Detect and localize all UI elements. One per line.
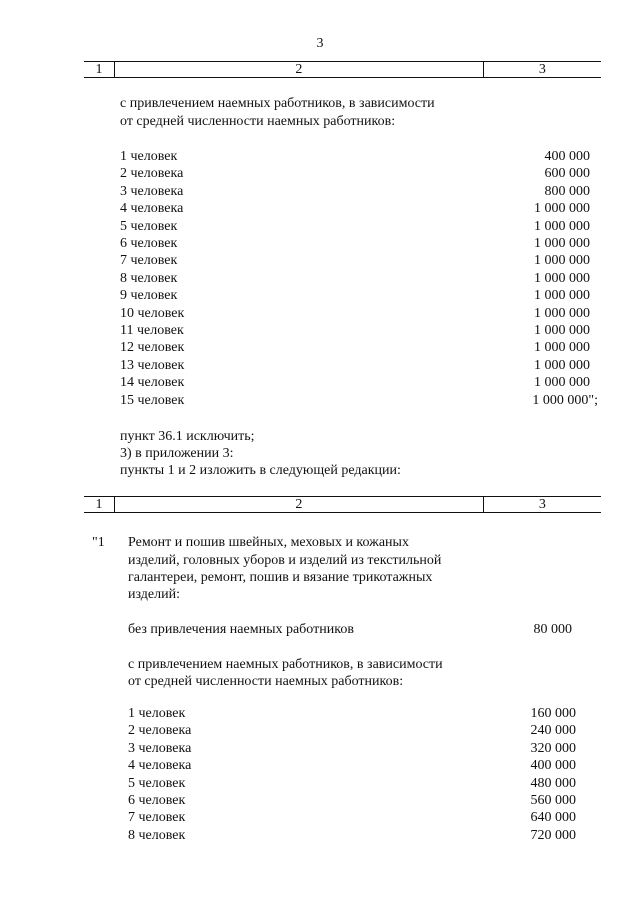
section1-intro-line2: от средней численности наемных работников: <box>120 114 396 129</box>
section1-row-label: 9 человек <box>120 288 178 304</box>
section2-row-value: 160 000 <box>530 706 576 721</box>
section1-row-value: 800 000 <box>544 183 590 199</box>
section1-row-value: 1 000 000 <box>534 288 590 304</box>
no-workers-value: 80 000 <box>533 622 572 637</box>
section1-row-value: 1 000 000 <box>534 340 590 356</box>
section1-row-label: 14 человек <box>120 375 185 391</box>
instruction-line2: 3) в приложении 3: <box>120 446 234 461</box>
section2-row-label: 4 человека <box>128 758 192 774</box>
section2-row-label: 3 человека <box>128 740 192 756</box>
table-header-top <box>84 61 601 78</box>
col-3-header: 3 <box>483 62 601 78</box>
table-header-bottom <box>84 496 601 513</box>
section2-row-value: 320 000 <box>530 740 576 756</box>
item-title-line3: галантереи, ремонт, пошив и вязание трикотажных <box>128 570 433 585</box>
col-3-header: 3 <box>483 497 601 513</box>
section1-intro-line1: с привлечением наемных работников, в зависимости <box>120 96 435 111</box>
item-title-line2: изделий, головных уборов и изделий из текстильной <box>128 553 442 568</box>
section1-row-label: 11 человек <box>120 323 184 338</box>
section1-row-value: 1 000 000 <box>534 375 590 391</box>
section2-intro-line1: с привлечением наемных работников, в зависимости <box>128 657 443 672</box>
section1-row-label: 7 человек <box>120 253 178 269</box>
section2-row-label: 1 человек <box>128 706 186 721</box>
section2-row-value: 480 000 <box>530 775 576 791</box>
section2-row-label: 8 человек <box>128 827 186 843</box>
section2-row-value: 720 000 <box>530 827 576 843</box>
section1-row-value: 600 000 <box>544 166 590 182</box>
section1-row-value: 1 000 000 <box>534 236 590 251</box>
col-1-header: 1 <box>84 497 115 513</box>
section1-row-label: 12 человек <box>120 340 185 356</box>
instruction-line1: пункт 36.1 исключить; <box>120 429 255 444</box>
section2-row-label: 2 человека <box>128 723 192 739</box>
section1-row-value: 400 000 <box>544 149 590 164</box>
section1-row-label: 4 человека <box>120 201 184 217</box>
section1-row-label: 1 человек <box>120 149 178 164</box>
section2-row-label: 6 человек <box>128 793 186 808</box>
section1-row-label: 15 человек <box>120 392 185 408</box>
page-number: 3 <box>316 36 324 51</box>
section2-intro-line2: от средней численности наемных работников: <box>128 674 404 689</box>
section1-row-label: 13 человек <box>120 357 185 373</box>
section1-row-label: 5 человек <box>120 218 178 234</box>
section2-row-label: 7 человек <box>128 810 186 826</box>
item-number: "1 <box>92 535 105 550</box>
section2-row-label: 5 человек <box>128 775 186 791</box>
section1-row-label: 2 человека <box>120 166 184 182</box>
section1-row-label: 10 человек <box>120 305 185 321</box>
section1-row-value: 1 000 000 <box>534 270 590 286</box>
item-title-line1: Ремонт и пошив швейных, меховых и кожаных <box>128 535 409 550</box>
item-title-line4: изделий: <box>128 587 180 602</box>
section1-row-label: 3 человека <box>120 183 184 199</box>
section1-row-label: 6 человек <box>120 236 178 251</box>
section1-row-value: 1 000 000"; <box>532 392 598 408</box>
section1-row-value: 1 000 000 <box>534 218 590 234</box>
no-workers-label: без привлечения наемных работников <box>128 622 354 637</box>
section2-row-value: 400 000 <box>530 758 576 774</box>
instruction-line3: пункты 1 и 2 изложить в следующей редакции: <box>120 463 401 478</box>
section1-row-value: 1 000 000 <box>534 357 590 373</box>
col-2-header: 2 <box>115 62 484 78</box>
col-2-header: 2 <box>115 497 484 513</box>
section1-row-value: 1 000 000 <box>534 201 590 217</box>
section2-row-value: 640 000 <box>530 810 576 826</box>
section1-row-value: 1 000 000 <box>534 253 590 269</box>
section1-row-value: 1 000 000 <box>534 305 590 321</box>
section2-row-value: 560 000 <box>530 793 576 808</box>
section1-row-value: 1 000 000 <box>534 323 590 338</box>
section2-row-value: 240 000 <box>530 723 576 739</box>
col-1-header: 1 <box>84 62 115 78</box>
section1-row-label: 8 человек <box>120 270 178 286</box>
